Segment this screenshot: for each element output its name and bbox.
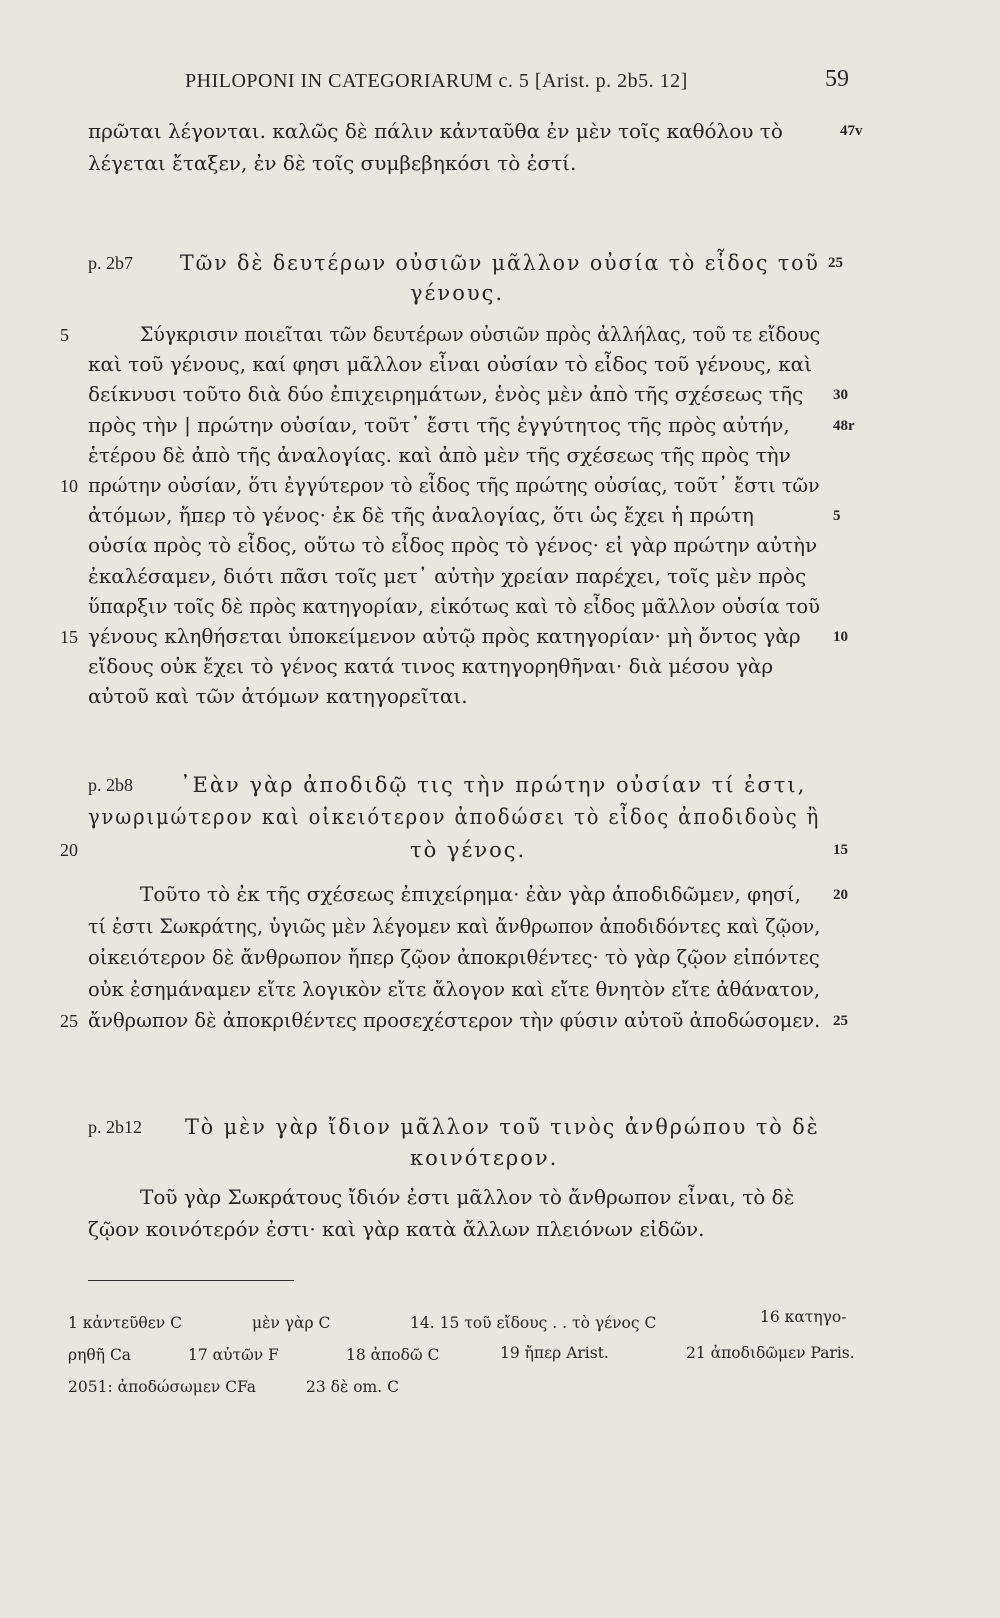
- text-line: ἐκαλέσαμεν, διότι πᾶσι τοῖς μετ᾽ αὐτὴν χρείαν παρέχει, τοῖς μὲν πρὸς: [88, 563, 807, 588]
- apparatus-entry: 21 ἀποδιδῶμεν Paris.: [686, 1344, 855, 1362]
- line-number: 25: [60, 1011, 78, 1031]
- margin-line-number: 5: [833, 508, 841, 525]
- text-line: ἑτέρου δὲ ἀπὸ τῆς ἀναλογίας. καὶ ἀπὸ μὲν τῆς σχέσεως τῆς πρὸς τὴν: [88, 442, 791, 467]
- text-line: ἀτόμων, ἤπερ τὸ γένος· ἐκ δὲ τῆς ἀναλογίας, ὅτι ὡς ἔχει ἡ πρώτη: [88, 503, 754, 528]
- text-line: οὐσία πρὸς τὸ εἶδος, οὕτω τὸ εἶδος πρὸς τὸ γένος· εἰ γὰρ πρώτην αὐτὴν: [88, 533, 818, 558]
- apparatus-entry: 18 ἀποδῶ C: [346, 1346, 440, 1364]
- text-line: λέγεται ἔταξεν, ἐν δὲ τοῖς συμβεβηκόσι τὸ ἐστί.: [88, 151, 577, 175]
- text-line: πρώτην οὐσίαν, ὅτι ἐγγύτερον τὸ εἶδος τῆς πρώτης οὐσίας, τοῦτ᾽ ἔστι τῶν: [88, 473, 820, 497]
- aristotle-reference: p. 2b8: [88, 775, 133, 795]
- lemma-line: Τὸ μὲν γὰρ ἴδιον μᾶλλον τοῦ τινὸς ἀνθρώπου τὸ δὲ: [185, 1115, 820, 1139]
- apparatus-entry: 2051: ἀποδώσωμεν CFa: [68, 1378, 257, 1396]
- text-line: ζῷον κοινότερόν ἐστι· καὶ γὰρ κατὰ ἄλλων πλειόνων εἰδῶν.: [88, 1217, 705, 1241]
- text-line: Σύγκρισιν ποιεῖται τῶν δευτέρων οὐσιῶν πρὸς ἀλλήλας, τοῦ τε εἴδους: [140, 322, 821, 346]
- page-number: 59: [825, 66, 849, 92]
- apparatus-entry: 17 αὐτῶν F: [188, 1346, 279, 1364]
- margin-line-number: 25: [833, 1013, 848, 1029]
- lemma-line: ᾿Εὰν γὰρ ἀποδιδῷ τις τὴν πρώτην οὐσίαν τί ἐστι,: [180, 773, 807, 797]
- apparatus-entry: 1 κἀντεῦθεν C: [68, 1314, 182, 1332]
- text-line: τί ἐστι Σωκράτης, ὑγιῶς μὲν λέγομεν καὶ ἄνθρωπον ἀποδιδόντες καὶ ζῷον,: [88, 913, 821, 938]
- margin-line-number: 20: [833, 887, 848, 903]
- margin-line-number: 48r: [833, 417, 855, 434]
- footnote-rule: [88, 1280, 294, 1281]
- text-line: ἄνθρωπον δὲ ἀποκριθέντες προσεχέστερον τὴν φύσιν αὐτοῦ ἀποδώσομεν.: [88, 1008, 821, 1032]
- text-line: αὐτοῦ καὶ τῶν ἀτόμων κατηγορεῖται.: [88, 684, 468, 709]
- margin-folio: 47v: [840, 123, 863, 139]
- text-line: πρὸς τὴν | πρώτην οὐσίαν, τοῦτ᾽ ἔστι τῆς ἐγγύτητος τῆς πρὸς αὐτήν,: [88, 412, 790, 437]
- text-line: δείκνυσι τοῦτο διὰ δύο ἐπιχειρημάτων, ἑνὸς μὲν ἀπὸ τῆς σχέσεως τῆς: [88, 382, 804, 407]
- line-number: 10: [60, 476, 78, 496]
- apparatus-entry: 19 ἤπερ Arist.: [500, 1344, 609, 1362]
- text-line: πρῶται λέγονται. καλῶς δὲ πάλιν κἀνταῦθα ἐν μὲν τοῖς καθόλου τὸ: [88, 119, 783, 143]
- lemma-line: κοινότερον.: [410, 1146, 559, 1170]
- lemma-line: γνωριμώτερον καὶ οἰκειότερον ἀποδώσει τὸ εἶδος ἀποδιδοὺς ἢ: [88, 805, 821, 829]
- apparatus-entry: ρηθῆ Ca: [68, 1346, 132, 1364]
- line-number: 5: [60, 325, 69, 345]
- margin-line-number: 10: [833, 629, 848, 645]
- apparatus-entry: 23 δὲ om. C: [306, 1378, 399, 1396]
- margin-line-number: 25: [828, 255, 843, 271]
- text-line: Τοῦτο τὸ ἐκ τῆς σχέσεως ἐπιχείρημα· ἐὰν γὰρ ἀποδιδῶμεν, φησί,: [140, 882, 801, 906]
- margin-line-number: 30: [833, 387, 848, 404]
- text-line: Τοῦ γὰρ Σωκράτους ἴδιόν ἐστι μᾶλλον τὸ ἄνθρωπον εἶναι, τὸ δὲ: [140, 1185, 795, 1209]
- lemma-line: γένους.: [410, 281, 505, 305]
- apparatus-entry: 14. 15 τοῦ εἴδους . . τὸ γένος C: [410, 1314, 657, 1332]
- text-line: καὶ τοῦ γένους, καί φησι μᾶλλον εἶναι οὐσίαν τὸ εἶδος τοῦ γένους, καὶ: [88, 352, 813, 377]
- apparatus-entry: 16 κατηγο-: [760, 1308, 847, 1326]
- running-header-title: PHILOPONI IN CATEGORIARUM c. 5 [Arist. p. 2b5. 12]: [185, 70, 688, 92]
- text-line: οὐκ ἐσημάναμεν εἴτε λογικὸν εἴτε ἄλογον καὶ εἴτε θνητὸν εἴτε ἀθάνατον,: [88, 976, 821, 1001]
- lemma-line: τὸ γένος.: [410, 838, 527, 862]
- lemma-line: Τῶν δὲ δευτέρων οὐσιῶν μᾶλλον οὐσία τὸ εἶδος τοῦ: [180, 251, 820, 275]
- aristotle-reference: p. 2b12: [88, 1117, 142, 1137]
- text-line: γένους κληθήσεται ὑποκείμενον αὐτῷ πρὸς κατηγορίαν· μὴ ὄντος γὰρ: [88, 624, 801, 648]
- text-line: εἴδους οὐκ ἔχει τὸ γένος κατά τινος κατηγορηθῆναι· διὰ μέσου γὰρ: [88, 654, 774, 679]
- aristotle-reference: p. 2b7: [88, 253, 133, 273]
- text-line: ὕπαρξιν τοῖς δὲ πρὸς κατηγορίαν, εἰκότως καὶ τὸ εἶδος μᾶλλον οὐσία τοῦ: [88, 593, 820, 618]
- line-number: 15: [60, 627, 78, 647]
- margin-line-number: 15: [833, 842, 848, 858]
- text-line: οἰκειότερον δὲ ἄνθρωπον ἤπερ ζῷον ἀποκριθέντες· τὸ γὰρ ζῷον εἰπόντες: [88, 945, 820, 969]
- apparatus-entry: μὲν γὰρ C: [252, 1314, 331, 1332]
- line-number: 20: [60, 840, 78, 860]
